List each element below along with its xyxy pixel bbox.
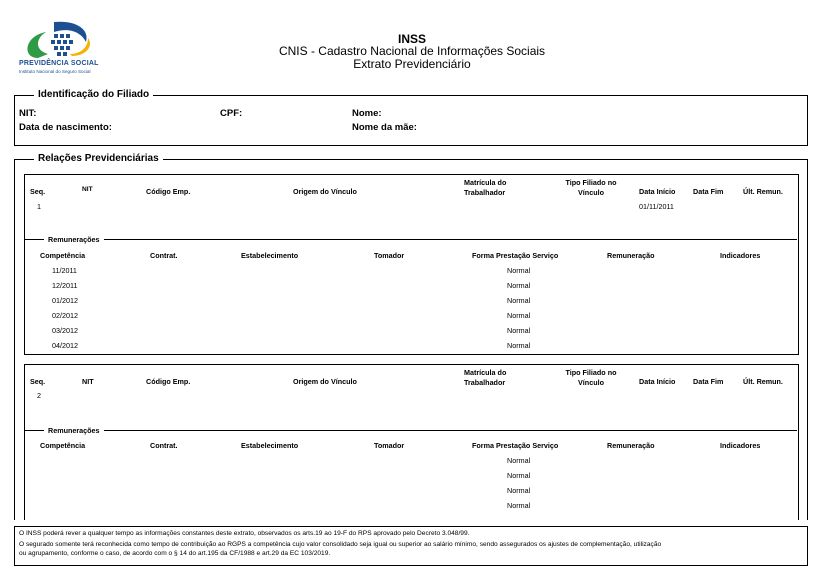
forma-header: Forma Prestação Serviço: [472, 441, 559, 450]
rem-divider: [24, 239, 797, 240]
table-row: Normal: [507, 266, 531, 275]
competencia-header: Competência: [40, 441, 86, 450]
tipo-header: Tipo Filiado no Vínculo: [565, 178, 617, 197]
matricula-header: Matrícula do Trabalhador: [464, 368, 507, 387]
estabelecimento-header: Estabelecimento: [241, 441, 299, 450]
table-row: Normal: [507, 486, 531, 495]
table-row: 01/2012: [52, 296, 78, 305]
footer-line-1: O INSS poderá rever a qualquer tempo as informações constantes deste extrato, observados os arts.19 ao 19-F do RPS aprovado pelo Decreto 3.048/99.: [19, 530, 470, 537]
cpf-label: CPF:: [220, 108, 243, 119]
rem-legend: Remunerações: [44, 426, 104, 435]
tomador-header: Tomador: [374, 251, 405, 260]
table-row: 03/2012: [52, 326, 78, 335]
tomador-header: Tomador: [374, 441, 405, 450]
table-row: Normal: [507, 456, 531, 465]
inicio-header: Data Início: [639, 187, 676, 196]
vinculo-seq: 2: [37, 391, 41, 400]
table-row: Normal: [507, 471, 531, 480]
table-row: 12/2011: [52, 281, 78, 290]
rem-legend: Remunerações: [44, 235, 104, 244]
inicio-header: Data Início: [639, 377, 676, 386]
nit-header: NIT: [82, 377, 94, 386]
table-row: Normal: [507, 501, 531, 510]
vinculo-seq: 1: [37, 202, 41, 211]
remuneracao-header: Remuneração: [607, 441, 655, 450]
table-row: 04/2012: [52, 341, 78, 350]
vinculo-1-box: [24, 174, 799, 355]
identificacao-section: [14, 95, 808, 146]
page-subtitle: CNIS - Cadastro Nacional de Informações Sociais: [278, 44, 546, 58]
seq-header: Seq.: [30, 377, 46, 386]
table-row: Normal: [507, 341, 531, 350]
nit-header: NIT: [82, 186, 93, 193]
page-title: INSS: [397, 32, 426, 46]
logo-subtitle: Instituto Nacional do Seguro Social: [19, 69, 91, 74]
nome-mae-label: Nome da mãe:: [352, 122, 417, 133]
footer-line-2: O segurado somente terá reconhecida como tempo de contribuição ao RGPS a competência cujo valor consolidado seja igual ou superior ao salário mínimo, sendo assegurados os ajustes de complementação, utilização: [19, 541, 662, 548]
relacoes-legend: Relações Previdenciárias: [34, 153, 163, 164]
vinculo-data-inicio: 01/11/2011: [639, 202, 674, 211]
codigo-header: Código Emp.: [146, 187, 191, 196]
fim-header: Data Fim: [693, 187, 724, 196]
forma-header: Forma Prestação Serviço: [472, 251, 559, 260]
nit-label: NIT:: [19, 108, 37, 119]
nome-label: Nome:: [352, 108, 382, 119]
table-row: 02/2012: [52, 311, 78, 320]
rem-divider: [24, 430, 797, 431]
origem-header: Origem do Vínculo: [293, 187, 357, 196]
fim-header: Data Fim: [693, 377, 724, 386]
ult-header: Últ. Remun.: [743, 187, 783, 196]
contrat-header: Contrat.: [150, 251, 178, 260]
nascimento-label: Data de nascimento:: [19, 122, 112, 133]
table-row: Normal: [507, 311, 531, 320]
matricula-header: Matrícula do Trabalhador: [464, 178, 507, 197]
footer-line-3: ou agrupamento, conforme o caso, de acordo com o § 14 do art.195 da CF/1988 e art.29 da EC 103/2019.: [19, 550, 331, 557]
table-row: 11/2011: [52, 266, 77, 275]
codigo-header: Código Emp.: [146, 377, 191, 386]
estabelecimento-header: Estabelecimento: [241, 251, 299, 260]
indicadores-header: Indicadores: [720, 251, 761, 260]
identificacao-legend: Identificação do Filiado: [34, 89, 153, 100]
ult-header: Últ. Remun.: [743, 377, 783, 386]
page-subtitle-2: Extrato Previdenciário: [353, 57, 471, 71]
table-row: Normal: [507, 281, 531, 290]
remuneracao-header: Remuneração: [607, 251, 655, 260]
tipo-header: Tipo Filiado no Vínculo: [565, 368, 617, 387]
logo-name: PREVIDÊNCIA SOCIAL: [19, 60, 99, 67]
competencia-header: Competência: [40, 251, 86, 260]
origem-header: Origem do Vínculo: [293, 377, 357, 386]
vinculo-2-box: [24, 364, 799, 520]
table-row: Normal: [507, 326, 531, 335]
seq-header: Seq.: [30, 187, 46, 196]
table-row: Normal: [507, 296, 531, 305]
indicadores-header: Indicadores: [720, 441, 761, 450]
contrat-header: Contrat.: [150, 441, 178, 450]
